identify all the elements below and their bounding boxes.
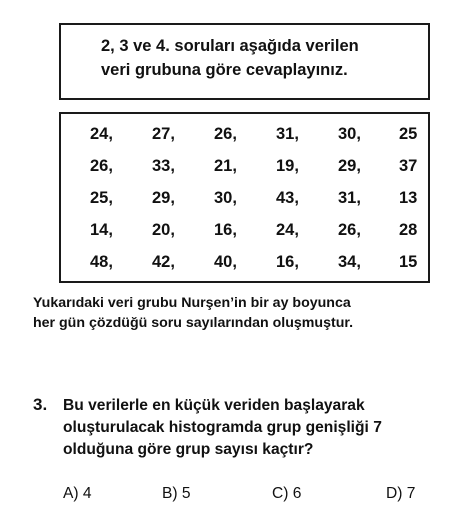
- question-text-line-1: Bu verilerle en küçük veriden başlayarak: [63, 397, 365, 414]
- table-cell: 14,: [90, 221, 113, 239]
- table-row: [61, 157, 428, 181]
- table-row: [61, 253, 428, 277]
- table-row: [61, 125, 428, 149]
- table-cell: 15: [399, 253, 418, 271]
- table-cell: 31,: [276, 125, 299, 143]
- instruction-line-1: 2, 3 ve 4. soruları aşağıda verilen: [101, 37, 359, 55]
- instruction-box: [59, 23, 430, 100]
- table-cell: 26,: [338, 221, 361, 239]
- table-cell: 48,: [90, 253, 113, 271]
- table-cell: 25,: [90, 189, 113, 207]
- table-cell: 20,: [152, 221, 175, 239]
- table-cell: 24,: [90, 125, 113, 143]
- table-cell: 27,: [152, 125, 175, 143]
- table-cell: 16,: [276, 253, 299, 271]
- option-c[interactable]: C) 6: [272, 485, 302, 502]
- data-table: [59, 112, 430, 283]
- question-text-line-2: oluşturulacak histogramda grup genişliği 7: [63, 419, 382, 436]
- table-cell: 19,: [276, 157, 299, 175]
- option-a[interactable]: A) 4: [63, 485, 92, 502]
- table-cell: 28: [399, 221, 418, 239]
- table-row: [61, 221, 428, 245]
- option-d[interactable]: D) 7: [386, 485, 416, 502]
- table-cell: 29,: [152, 189, 175, 207]
- table-cell: 42,: [152, 253, 175, 271]
- table-cell: 30,: [214, 189, 237, 207]
- question-number: 3.: [33, 395, 48, 414]
- table-cell: 31,: [338, 189, 361, 207]
- table-cell: 40,: [214, 253, 237, 271]
- table-cell: 29,: [338, 157, 361, 175]
- table-cell: 16,: [214, 221, 237, 239]
- table-cell: 34,: [338, 253, 361, 271]
- table-cell: 43,: [276, 189, 299, 207]
- data-note-line-1: Yukarıdaki veri grubu Nurşen’in bir ay boyunca: [33, 295, 351, 311]
- table-cell: 26,: [214, 125, 237, 143]
- option-b[interactable]: B) 5: [162, 485, 191, 502]
- table-cell: 33,: [152, 157, 175, 175]
- table-cell: 30,: [338, 125, 361, 143]
- table-cell: 21,: [214, 157, 237, 175]
- table-row: [61, 189, 428, 213]
- instruction-line-2: veri grubuna göre cevaplayınız.: [101, 61, 348, 79]
- data-note-line-2: her gün çözdüğü soru sayılarından oluşmuştur.: [33, 315, 354, 331]
- table-cell: 26,: [90, 157, 113, 175]
- question-text-line-3: olduğuna göre grup sayısı kaçtır?: [63, 441, 314, 458]
- table-cell: 37: [399, 157, 418, 175]
- table-cell: 24,: [276, 221, 299, 239]
- table-cell: 25: [399, 125, 418, 143]
- table-cell: 13: [399, 189, 418, 207]
